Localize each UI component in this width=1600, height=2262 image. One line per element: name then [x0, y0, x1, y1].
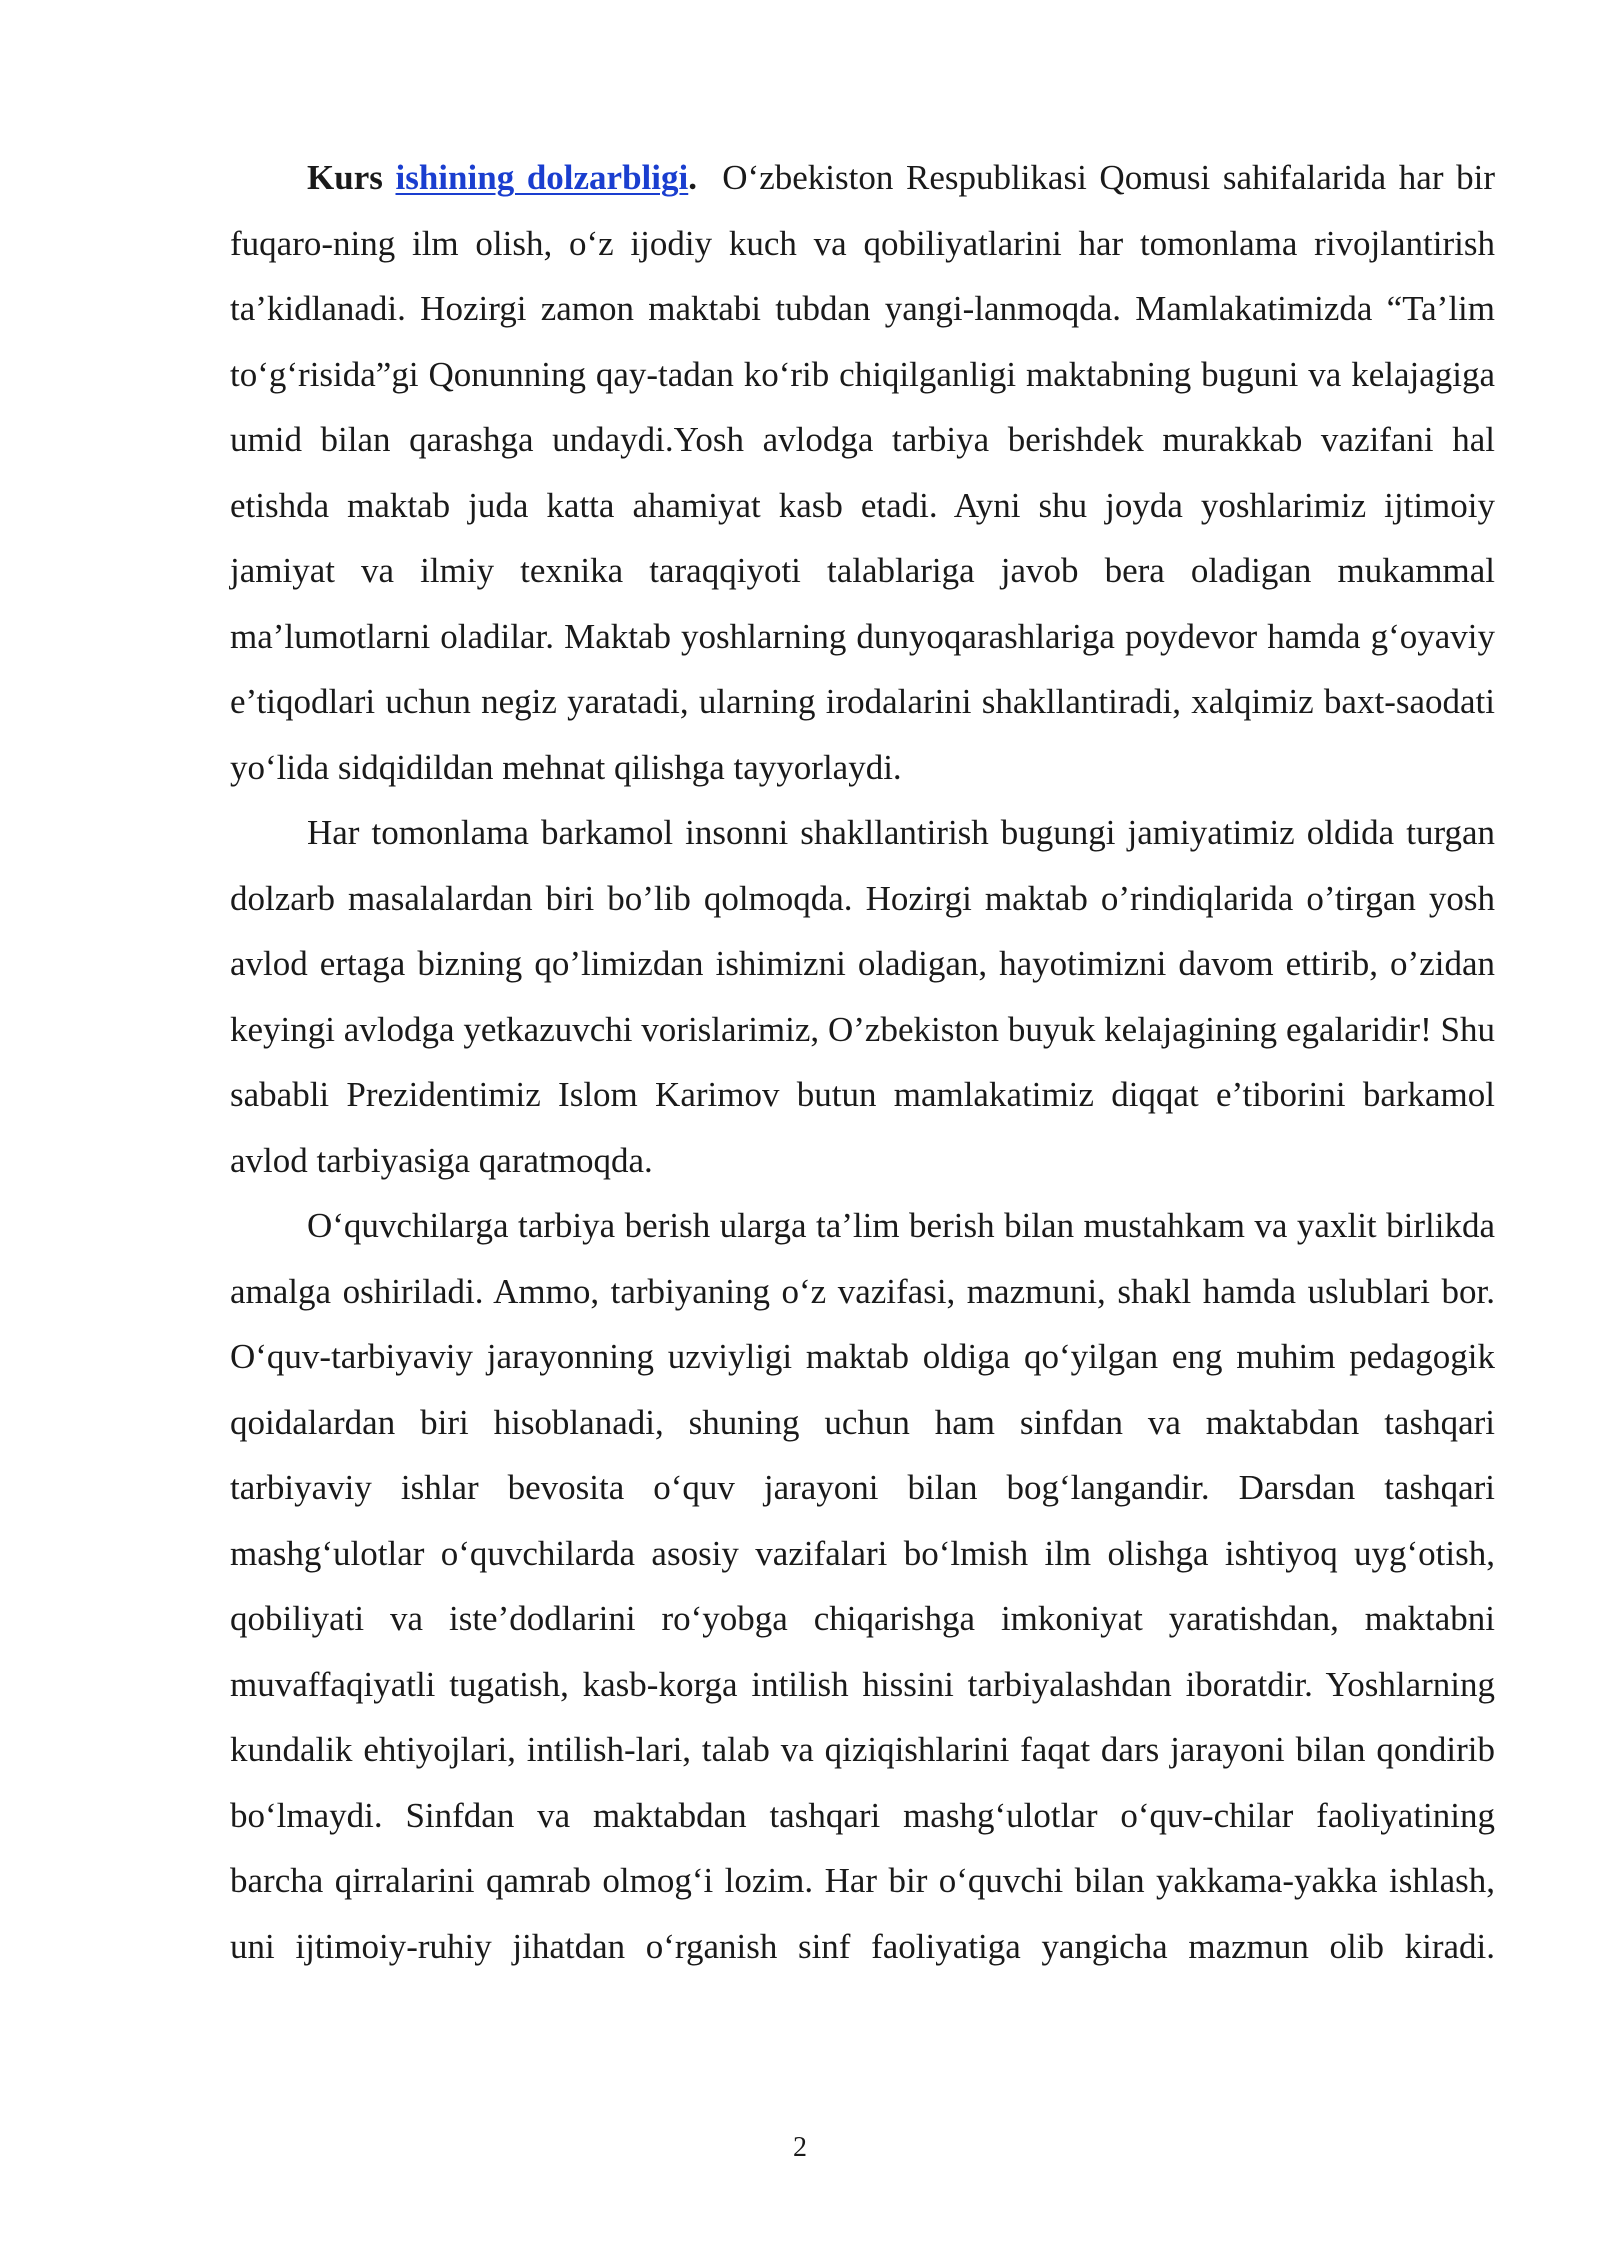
document-body: [230, 145, 1495, 1979]
paragraph-3: O‘quvchilarga tarbiya berish ularga ta’lim berish bilan mustahkam va yaxlit birlikda amalga oshiriladi. Ammo, tarbiyaning o‘z vazifasi, mazmuni, shakl hamda uslublari bor. O‘quv-tarbiyaviy jarayonning uzviyligi maktab oldiga qo‘yilgan eng muhim pedagogik qoidalardan biri hisoblanadi, shuning uchun ham sinfdan va maktabdan tashqari tarbiyaviy ishlar bevosita o‘quv jarayoni bilan bog‘langandir. Darsdan tashqari mashg‘ulotlar o‘quvchilarda asosiy vazifalari bo‘lmish ilm olishga ishtiyoq uyg‘otish, qobiliyati va iste’dodlarini ro‘yobga chiqarishga imkoniyat yaratishdan, maktabni muvaffaqiyatli tugatish, kasb-korga intilish hissini tarbiyalashdan iboratdir. Yoshlarning kundalik ehtiyojlari, intilish-lari, talab va qiziqishlarini faqat dars jarayoni bilan qondirib bo‘lmaydi. Sinfdan va maktabdan tashqari mashg‘ulotlar o‘quv-chilar faoliyatining barcha qirralarini qamrab olmog‘i lozim. Har bir o‘quvchi bilan yakkama-yakka ishlash, uni ijtimoiy-ruhiy jihatdan o‘rganish sinf faoliyatiga yangicha mazmun olib kiradi.: [230, 1206, 1495, 1966]
heading-link[interactable]: ishining dolzarbligi: [395, 158, 689, 197]
paragraph-1-text: O‘zbekiston Respublikasi Qomusi sahifalarida har bir fuqaro-ning ilm olish, o‘z ijodiy kuch va qobiliyatlarini har tomonlama rivojlantirish ta’kidlanadi. Hozirgi zamon maktabi tubdan yangi-lanmoqda. Mamlakatimizda “Ta’lim to‘g‘risida”gi Qonunning qay-tadan ko‘rib chiqilganligi maktabning buguni va kelajagiga umid bilan qarashga undaydi.Yosh avlodga tarbiya berishdek murakkab vazifani hal etishda maktab juda katta ahamiyat kasb etadi. Ayni shu joyda yoshlarimiz ijtimoiy jamiyat va ilmiy texnika taraqqiyoti talablariga javob bera oladigan mukammal ma’lumotlarni oladilar. Maktab yoshlarning dunyoqarashlariga poydevor hamda g‘oyaviy e’tiqodlari uchun negiz yaratadi, ularning irodalarini shakllantiradi, xalqimiz baxt-saodati yo‘lida sidqidildan mehnat qilishga tayyorlaydi.: [230, 158, 1496, 787]
paragraph-intro: [230, 145, 1495, 800]
heading-lead: Kurs: [307, 158, 383, 197]
heading-period: .: [688, 158, 697, 197]
page-number: 2: [793, 2132, 807, 2163]
paragraph-2: Har tomonlama barkamol insonni shakllantirish bugungi jamiyatimiz oldida turgan dolzarb masalalardan biri bo’lib qolmoqda. Hozirgi maktab o’rindiqlarida o’tirgan yosh avlod ertaga bizning qo’limizdan ishimizni oladigan, hayotimizni davom ettirib, o’zidan keyingi avlodga yetkazuvchi vorislarimiz, O’zbekiston buyuk kelajagining egalaridir! Shu sababli Prezidentimiz Islom Karimov butun mamlakatimiz diqqat e’tiborini barkamol avlod tarbiyasiga qaratmoqda.: [230, 813, 1495, 1180]
